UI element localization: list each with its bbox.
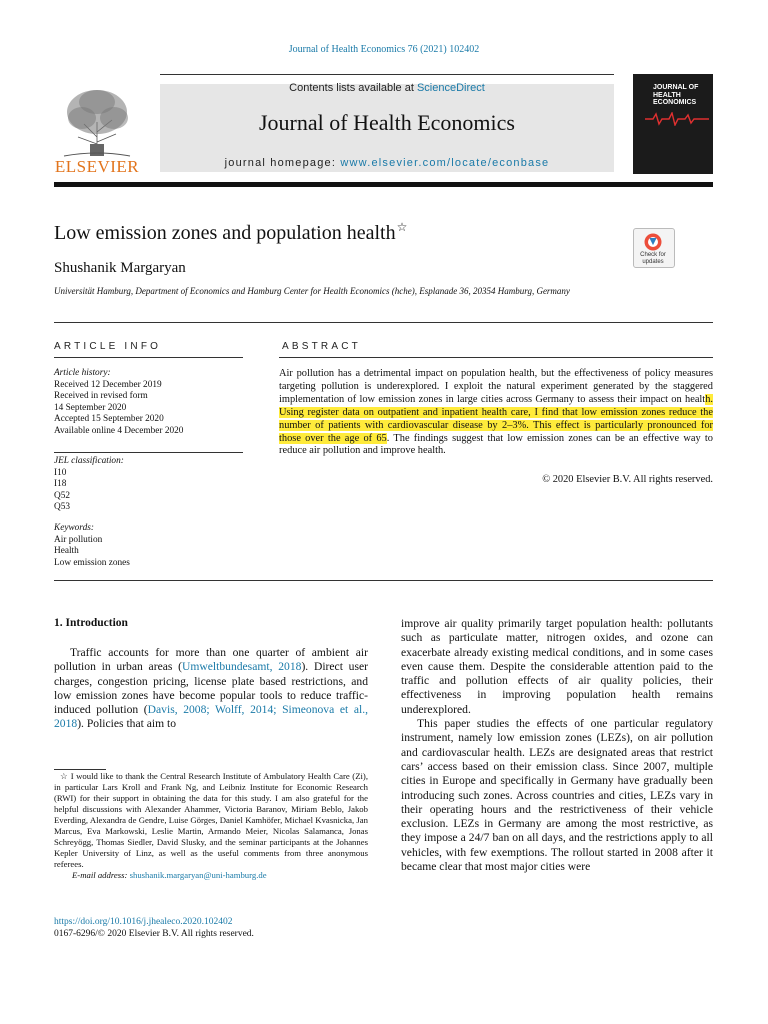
text-run: ). Policies that aim to xyxy=(77,717,177,731)
keywords-label: Keywords: xyxy=(54,523,94,533)
keyword: Health xyxy=(54,546,79,557)
introduction-heading: 1. Introduction xyxy=(54,617,128,629)
sciencedirect-link[interactable]: ScienceDirect xyxy=(416,82,485,94)
title-divider xyxy=(54,322,713,323)
keywords xyxy=(54,523,243,569)
contents-available xyxy=(160,82,614,94)
crossmark-icon xyxy=(643,232,663,252)
abstract-heading: ABSTRACT xyxy=(282,341,361,352)
homepage-prefix: journal homepage: xyxy=(224,157,341,169)
abstract-copyright: © 2020 Elsevier B.V. All rights reserved. xyxy=(542,474,713,485)
history-item: Received 12 December 2019 xyxy=(54,379,162,390)
check-for-updates-label: Check for updates xyxy=(640,252,666,265)
keyword: Low emission zones xyxy=(54,557,130,568)
footnote-star-icon: ☆ xyxy=(60,771,69,781)
text-run: Traffic accounts for more than one quarter of ambient air pollution in urban areas ( xyxy=(54,646,368,674)
contents-prefix: Contents lists available at xyxy=(289,82,417,94)
text-run: ). Direct user charges, congestion pricing, license plate based restrictions, and low emission zones have become popular tools to reduce traffic-induced pollution ( xyxy=(54,660,368,717)
author-affiliation: Universität Hamburg, Department of Economics and Hamburg Center for Health Economics (hche), Esplanade 36, 20354 Hamburg, Germany xyxy=(54,286,570,296)
jel-code: Q52 xyxy=(54,490,71,501)
homepage-link[interactable]: www.elsevier.com/locate/econbase xyxy=(340,157,550,169)
abstract-rule xyxy=(279,357,713,358)
doi-link[interactable]: https://doi.org/10.1016/j.jhealeco.2020.102402 xyxy=(54,917,233,927)
journal-homepage xyxy=(160,157,614,169)
article-title-text: Low emission zones and population health xyxy=(54,222,396,244)
jel-code: I10 xyxy=(54,467,67,478)
intro-paragraph xyxy=(54,646,368,732)
email-label: E-mail address: xyxy=(72,870,130,880)
history-item: Available online 4 December 2020 xyxy=(54,425,184,436)
title-footnote-star-icon[interactable]: ☆ xyxy=(396,220,408,234)
journal-citation-link[interactable]: Journal of Health Economics 76 (2021) 102402 xyxy=(288,44,480,55)
front-matter-divider xyxy=(54,580,713,581)
citation-link[interactable]: Umweltbundesamt, 2018 xyxy=(182,660,302,674)
abstract-part: Air pollution has a detrimental impact on population health, but the effectiveness of policy measures targeting pollution is underexplored. I exploit the natural experiment generated by the staggered implementation of low emission zones in large cities across Germany to assess their impact on healt xyxy=(279,368,713,405)
abstract-highlight: h. Using register data on outpatient and inpatient health care, I find that low emission zones reduce the number of patients with cardiovascular disease by 2–3%. This effect is particularly pronounced for those over the age of 65 xyxy=(279,393,713,444)
acknowledgement-footnote xyxy=(54,771,368,881)
intro-left-column xyxy=(54,646,368,732)
header-divider xyxy=(54,182,713,187)
cover-ecg-icon xyxy=(645,112,709,126)
cover-title: JOURNAL OF HEALTH ECONOMICS xyxy=(653,84,699,106)
citation-link[interactable]: Davis, 2008; Wolff, 2014; Simeonova et al., 2018 xyxy=(54,703,368,731)
footnote-email xyxy=(54,870,368,881)
history-item: Accepted 15 September 2020 xyxy=(54,414,164,425)
jel-code: Q53 xyxy=(54,502,71,513)
email-link[interactable]: shushanik.margaryan@uni-hamburg.de xyxy=(129,870,267,880)
header-top-rule xyxy=(160,74,614,75)
journal-title: Journal of Health Economics xyxy=(259,110,515,135)
article-history xyxy=(54,368,243,438)
abstract-text xyxy=(279,368,713,458)
keyword: Air pollution xyxy=(54,534,103,545)
article-info-heading: ARTICLE INFO xyxy=(54,341,162,352)
doi-block xyxy=(54,916,254,940)
jel-classification xyxy=(54,456,243,514)
footnote-text xyxy=(54,771,368,870)
jel-label: JEL classification: xyxy=(54,456,124,466)
intro-paragraph: This paper studies the effects of one particular regulatory instrument, namely low emission zones (LEZs), on air pollution and cardiovascular health. LEZs are designated areas that restrict cars’ access based on their emission class. Since 2007, multiple cities in Europe and specifically in Germany have gradually been introducing such zones. Across countries and cities, LEZs vary in their operating hours and the restrictiveness of their vehicle exclusion. LEZs in Germany are among the most restrictive, as they impose a 24/7 ban on all days, and the restrictions apply to all vehicles, with few exemptions. The rollout started in 2008 after it became clear that most major cities were xyxy=(401,717,713,874)
history-item: Received in revised form xyxy=(54,391,148,402)
footnote-body: I would like to thank the Central Research Institute of Ambulatory Health Care (Zi), in particular Lars Kroll and Frank Ng, and Leibniz Institute for Economic Research (RWI) for their support in obtaining the data for this study. I am also grateful for the helpful discussions with Alexander Ahammer, Victoria Baranov, Miriam Beblo, Jakob Everding, Alexandra de Gendre, Luise Görges, Daniel Kamhöfer, Michael Kvasnicka, Jan Marcus, Eva Markowski, Leslie Martin, Armando Meier, Nicolas Salamanca, Jonas Schreyögg, Thomas Siedler, David Slusky, and the seminar participants at the Johannes Kepler University of Linz, as well as the useful comments from three anonymous referees. xyxy=(54,771,368,869)
intro-paragraph: improve air quality primarily target population health: pollutants such as particulate matter, nitrogen oxides, and ozone can exacerbate already existing medical conditions, and in some cases even cause them. Despite the considerable attention paid to the traffic and pollution effects of air quality policies, their effectiveness in improving population health remains underexplored. xyxy=(401,617,713,716)
elsevier-wordmark: ELSEVIER xyxy=(54,157,140,176)
footnote-rule xyxy=(54,769,106,770)
article-title xyxy=(54,222,407,245)
author-name[interactable]: Shushanik Margaryan xyxy=(54,260,186,276)
abstract-part: . The findings suggest that low emission zones can be an effective way to reduce air pollution and improve health. xyxy=(279,432,713,457)
article-info-rule xyxy=(54,357,243,358)
intro-right-column xyxy=(401,617,713,874)
issn-copyright: 0167-6296/© 2020 Elsevier B.V. All rights reserved. xyxy=(54,929,254,939)
jel-code: I18 xyxy=(54,479,67,490)
history-label: Article history: xyxy=(54,368,111,378)
history-rule xyxy=(54,452,243,453)
history-item: 14 September 2020 xyxy=(54,402,127,413)
